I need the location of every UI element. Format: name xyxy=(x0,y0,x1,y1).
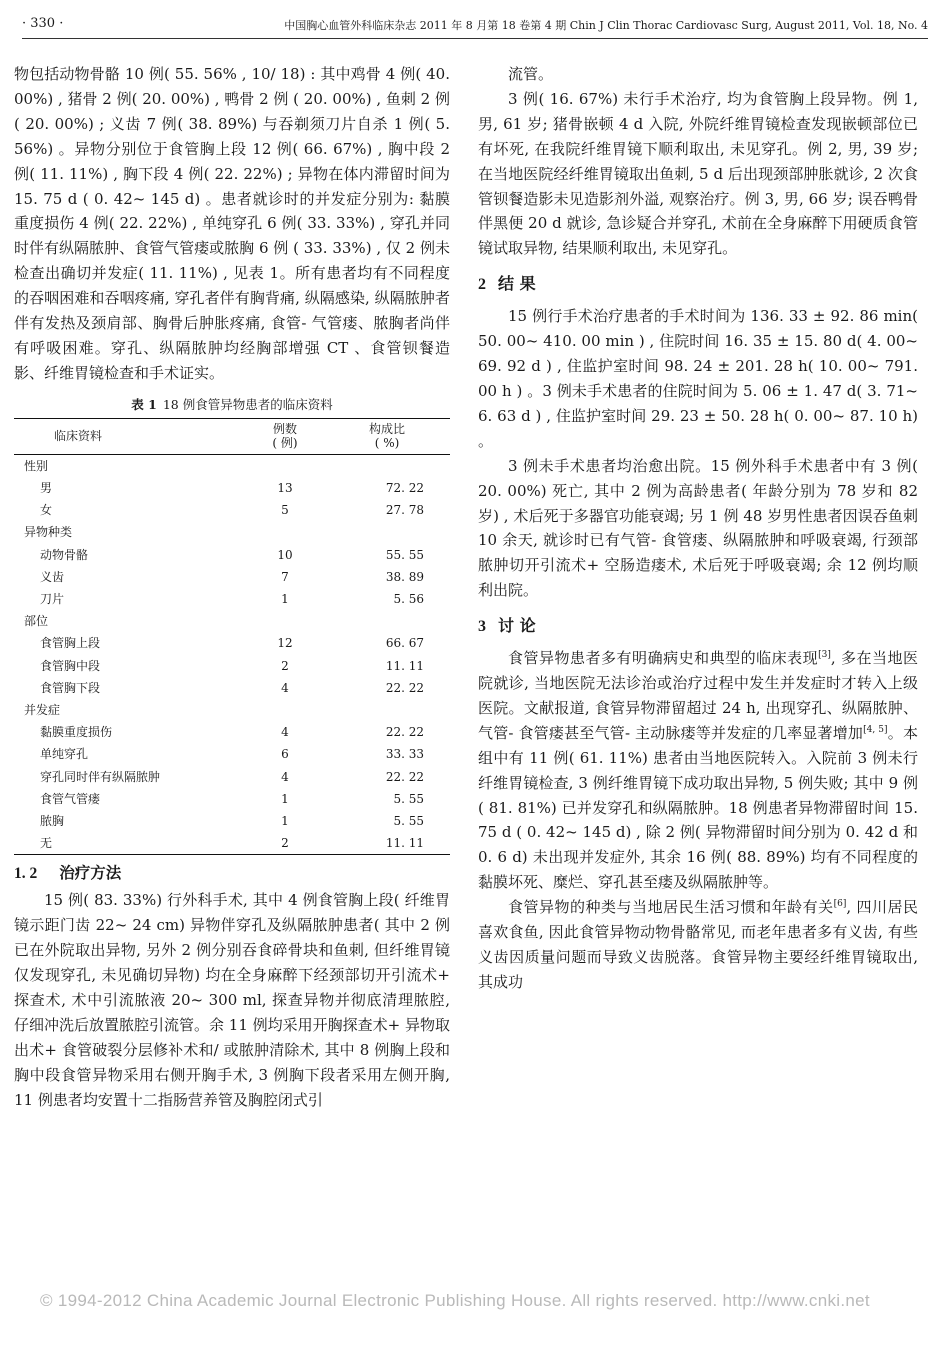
left-column xyxy=(14,62,450,1113)
cell-label: 并发症 xyxy=(24,703,61,718)
cell-count xyxy=(246,699,324,721)
table-row xyxy=(14,743,450,765)
cell-label: 无 xyxy=(40,836,53,851)
cell-ratio: 33. 33 xyxy=(385,747,424,762)
cell-ratio: 72. 22 xyxy=(385,480,424,495)
page-number: · 330 · xyxy=(22,16,64,31)
cell-label: 动物骨骼 xyxy=(40,547,89,562)
cell-label: 部位 xyxy=(24,614,49,629)
cell-label: 食管胸下段 xyxy=(40,680,101,695)
cell-count: 4 xyxy=(281,680,289,695)
cell-label: 刀片 xyxy=(40,592,65,606)
table-row xyxy=(14,810,450,832)
table-row xyxy=(14,632,450,654)
cell-label: 穿孔同时伴有纵隔脓肿 xyxy=(40,769,161,784)
cell-count: 12 xyxy=(277,636,293,651)
table-row xyxy=(14,788,450,810)
col-header-ratio xyxy=(324,418,450,454)
table-row xyxy=(14,766,450,788)
cell-ratio: 11. 11 xyxy=(385,836,424,851)
text-run: , 多在当地医院就诊, 当地医院无法诊治或治疗过程中发生并发症时才转入上级医院。文献报道, 食管异物滞留超过 24 h, 出现穿孔、纵隔脓肿、气管- 食管瘘甚至气管- 主动脉瘘等并发症的几率显著增加 xyxy=(478,649,918,742)
table-title: 18 例食管异物患者的临床资料 xyxy=(162,396,333,412)
cell-label: 义齿 xyxy=(40,569,65,584)
cell-ratio: 22. 22 xyxy=(385,769,424,784)
cell-count: 10 xyxy=(277,547,293,562)
cell-count: 5 xyxy=(281,503,289,518)
col-header-ratio-l1: 构成比 xyxy=(368,421,405,436)
section-heading-1-2 xyxy=(14,859,450,888)
text-run: 食管异物的种类与当地居民生活习惯和年龄有关 xyxy=(508,898,834,917)
cell-label: 性别 xyxy=(24,458,49,473)
table-row xyxy=(14,477,450,499)
clinical-data-table xyxy=(14,418,450,856)
cell-ratio: 66. 67 xyxy=(385,636,424,651)
table-category-row xyxy=(14,521,450,543)
cell-count xyxy=(246,521,324,543)
text-run: 食管异物患者多有明确病史和典型的临床表现 xyxy=(508,649,819,668)
table-caption xyxy=(14,396,450,414)
paragraph xyxy=(478,646,918,895)
cell-label: 男 xyxy=(40,480,53,495)
running-header xyxy=(22,10,928,39)
paragraph: 3 例( 16. 67%) 未行手术治疗, 均为食管胸上段异物。例 1, 男, 61 岁; 猪骨嵌顿 4 d 入院, 外院纤维胃镜检查发现嵌顿部位已有坏死, 在我院纤维胃镜下顺利取出, 未见穿孔。例 2, 男, 39 岁; 在当地医院经纤维胃镜取出鱼刺, 5 d 后出现颈部肿胀就诊, 2 次食管钡餐造影未见造影剂外溢, 观察治疗。例 3, 男, 66 岁; 误吞鸭骨伴黑便 20 d 就诊, 急诊疑合并穿孔, 术前在全身麻醉下用硬质食管镜试取异物, 结果顺利取出, 未见穿孔。 xyxy=(478,89,918,258)
table-header-row xyxy=(14,418,450,454)
cell-count xyxy=(246,610,324,632)
table-number: 表 1 xyxy=(131,396,157,412)
copyright-watermark: © 1994-2012 China Academic Journal Electronic Publishing House. All rights reserved. http://www.cnki.net xyxy=(40,1291,870,1310)
table-row xyxy=(14,721,450,743)
cell-ratio: 55. 55 xyxy=(385,547,424,562)
cell-ratio xyxy=(324,610,450,632)
table-row xyxy=(14,588,450,610)
citation-ref[interactable]: [3] xyxy=(818,650,831,661)
cell-label: 异物种类 xyxy=(24,525,73,540)
citation-ref[interactable]: [6] xyxy=(833,899,847,910)
cell-count: 6 xyxy=(281,747,289,762)
cell-ratio: 22. 22 xyxy=(385,680,424,695)
cell-count xyxy=(246,454,324,477)
cell-label: 食管气管瘘 xyxy=(40,791,101,806)
cell-ratio: 22. 22 xyxy=(385,725,424,740)
cell-count: 1 xyxy=(281,814,289,829)
cell-ratio: 5. 56 xyxy=(393,592,424,606)
cell-count: 2 xyxy=(281,658,289,673)
cell-count: 1 xyxy=(281,791,289,806)
paragraph: 3 例未手术患者均治愈出院。15 例外科手术患者中有 3 例( 20. 00%) 死亡, 其中 2 例为高龄患者( 年龄分别为 78 岁和 82 岁) , 术后死于多器官功能衰竭; 另 1 例 48 岁男性患者因误吞鱼刺 10 余天, 就诊时已有气管- 食管瘘、纵隔脓肿和呼吸衰竭, 行颈部脓肿切开引流术+ 空肠造瘘术, 术后死于呼吸衰竭; 余 12 例均顺利出院。 xyxy=(478,456,918,600)
paragraph xyxy=(478,895,918,995)
table-row xyxy=(14,677,450,699)
paragraph: 物包括动物骨骼 10 例( 55. 56% , 10/ 18) : 其中鸡骨 4 例( 40. 00%) , 猪骨 2 例( 20. 00%) , 鸭骨 2 例 ( 20. 00%) , 鱼刺 2 例( 20. 00%) ; 义齿 7 例( 38. 89%) 与吞剃须刀片自杀 1 例( 5. 56%) 。异物分别位于食管胸上段 12 例( 66. 67%) , 胸中段 2 例( 11. 11%) , 胸下段 4 例( 22. 22%) ; 异物在体内滞留时间为 15. 75 d ( 0. 42~ 145 d) 。患者就诊时的并发症分别为: 黏膜重度损伤 4 例( 22. 22%) , 单纯穿孔 6 例( 33. 33%) , 穿孔并同时伴有纵隔脓肿、食管气管瘘或脓胸 6 例 ( 33. 33%) , 仅 2 例未检查出确切并发症( 11. 11%) , 见表 1。所有患者均有不同程度的吞咽困难和吞咽疼痛, 穿孔者伴有胸背痛, 纵隔感染, 纵隔脓肿者伴有发热及颈肩部、胸骨后肿胀疼痛, 食管- 气管瘘、脓胸者尚伴有呼吸困难。穿孔、纵隔脓肿均经胸部增强 CT 、食管钡餐造影、纤维胃镜检查和手术证实。 xyxy=(14,65,450,382)
cell-label: 脓胸 xyxy=(40,814,65,829)
col-header-item: 临床资料 xyxy=(14,418,246,454)
col-header-count-l2: ( 例) xyxy=(272,435,298,450)
text-run: , 四川居民喜欢食鱼, 因此食管异物动物骨骼常见, 而老年患者多有义齿, 有些义齿因质量问题而导致义齿脱落。食管异物主要经纤维胃镜取出, 其成功 xyxy=(478,898,918,991)
cell-count: 4 xyxy=(281,769,289,784)
table-category-row xyxy=(14,699,450,721)
cell-count: 7 xyxy=(281,569,289,584)
cell-ratio xyxy=(324,521,450,543)
cell-ratio: 5. 55 xyxy=(393,814,424,829)
table-row xyxy=(14,832,450,855)
paragraph: 流管。 xyxy=(508,65,554,83)
cell-label: 单纯穿孔 xyxy=(40,747,89,762)
cell-count: 4 xyxy=(281,725,289,740)
right-column xyxy=(478,62,918,995)
paragraph: 15 例( 83. 33%) 行外科手术, 其中 4 例食管胸上段( 纤维胃镜示距门齿 22~ 24 cm) 异物伴穿孔及纵隔脓肿患者( 其中 2 例已在外院取出异物, 另外 2 例分别吞食碎骨块和鱼刺, 但纤维胃镜仅发现穿孔, 未见确切异物) 均在全身麻醉下经颈部切开引流术+ 探查术, 术中引流脓液 20~ 300 ml, 探查异物并彻底清理脓腔, 仔细冲洗后放置脓腔引流管。余 11 例均采用开胸探查术+ 异物取出术+ 食管破裂分层修补术和/ 或脓肿清除术, 其中 8 例胸上段和胸中段食管异物采用右侧开胸手术, 3 例胸下段者采用左侧开胸, 11 例患者均安置十二指肠营养管及胸腔闭式引 xyxy=(14,891,450,1109)
section-number: 2 xyxy=(478,276,486,294)
cell-ratio: 11. 11 xyxy=(385,658,424,673)
section-heading-3 xyxy=(478,613,918,640)
table-row xyxy=(14,566,450,588)
cell-ratio: 5. 55 xyxy=(393,791,424,806)
cell-label: 黏膜重度损伤 xyxy=(40,725,113,740)
cell-ratio: 38. 89 xyxy=(385,569,424,584)
cell-label: 女 xyxy=(40,503,53,518)
section-number: 3 xyxy=(478,618,486,636)
table-row xyxy=(14,655,450,677)
cell-count: 13 xyxy=(277,480,293,495)
col-header-count-l1: 例数 xyxy=(272,421,297,436)
cell-count: 2 xyxy=(281,836,289,851)
cell-label: 食管胸中段 xyxy=(40,658,101,673)
section-title: 讨 论 xyxy=(498,616,536,636)
cell-count: 1 xyxy=(281,592,289,606)
table-category-row xyxy=(14,454,450,477)
section-title: 结 果 xyxy=(498,274,536,294)
section-heading-2 xyxy=(478,271,918,298)
section-title: 治疗方法 xyxy=(59,863,122,883)
table-row xyxy=(14,544,450,566)
cell-ratio xyxy=(324,454,450,477)
cell-ratio xyxy=(324,699,450,721)
cell-ratio: 27. 78 xyxy=(385,503,424,518)
cell-label: 食管胸上段 xyxy=(40,636,101,651)
text-run: 。本组中有 11 例( 61. 11%) 患者由当地医院转入。入院前 3 例未行纤维胃镜检查, 3 例纤维胃镜下成功取出异物, 5 例失败; 其中 9 例( 81. 81%) 已并发穿孔和纵隔脓肿。18 例患者异物滞留时间 15. 75 d ( 0. 42~ 145 d) , 除 2 例( 异物滞留时间分别为 0. 42 d 和 0. 6 d) 未出现并发症外, 其余 16 例( 88. 89%) 均有不同程度的黏膜坏死、糜烂、穿孔甚至瘘及纵隔脓肿等。 xyxy=(478,723,918,892)
col-header-count xyxy=(246,418,324,454)
section-number: 1. 2 xyxy=(14,865,38,883)
col-header-ratio-l2: ( %) xyxy=(374,435,400,450)
table-category-row xyxy=(14,610,450,632)
journal-citation: 中国胸心血管外科临床杂志 2011 年 8 月第 18 卷第 4 期 Chin J Clin Thorac Cardiovasc Surg, August 2011, Vol. 18, No. 4 xyxy=(284,19,928,32)
paragraph: 15 例行手术治疗患者的手术时间为 136. 33 ± 92. 86 min( 50. 00~ 410. 00 min ) , 住院时间 16. 35 ± 15. 80 d( 4. 00~ 69. 92 d ) , 住监护室时间 98. 24 ± 201. 28 h( 10. 00~ 791. 00 h ) 。3 例未手术患者的住院时间为 5. 06 ± 1. 47 d( 3. 71~ 6. 63 d ) , 住监护室时间 29. 23 ± 50. 28 h( 0. 00~ 87. 10 h) 。 xyxy=(478,307,918,450)
table-row xyxy=(14,499,450,521)
citation-ref[interactable]: [4, 5] xyxy=(863,724,888,735)
